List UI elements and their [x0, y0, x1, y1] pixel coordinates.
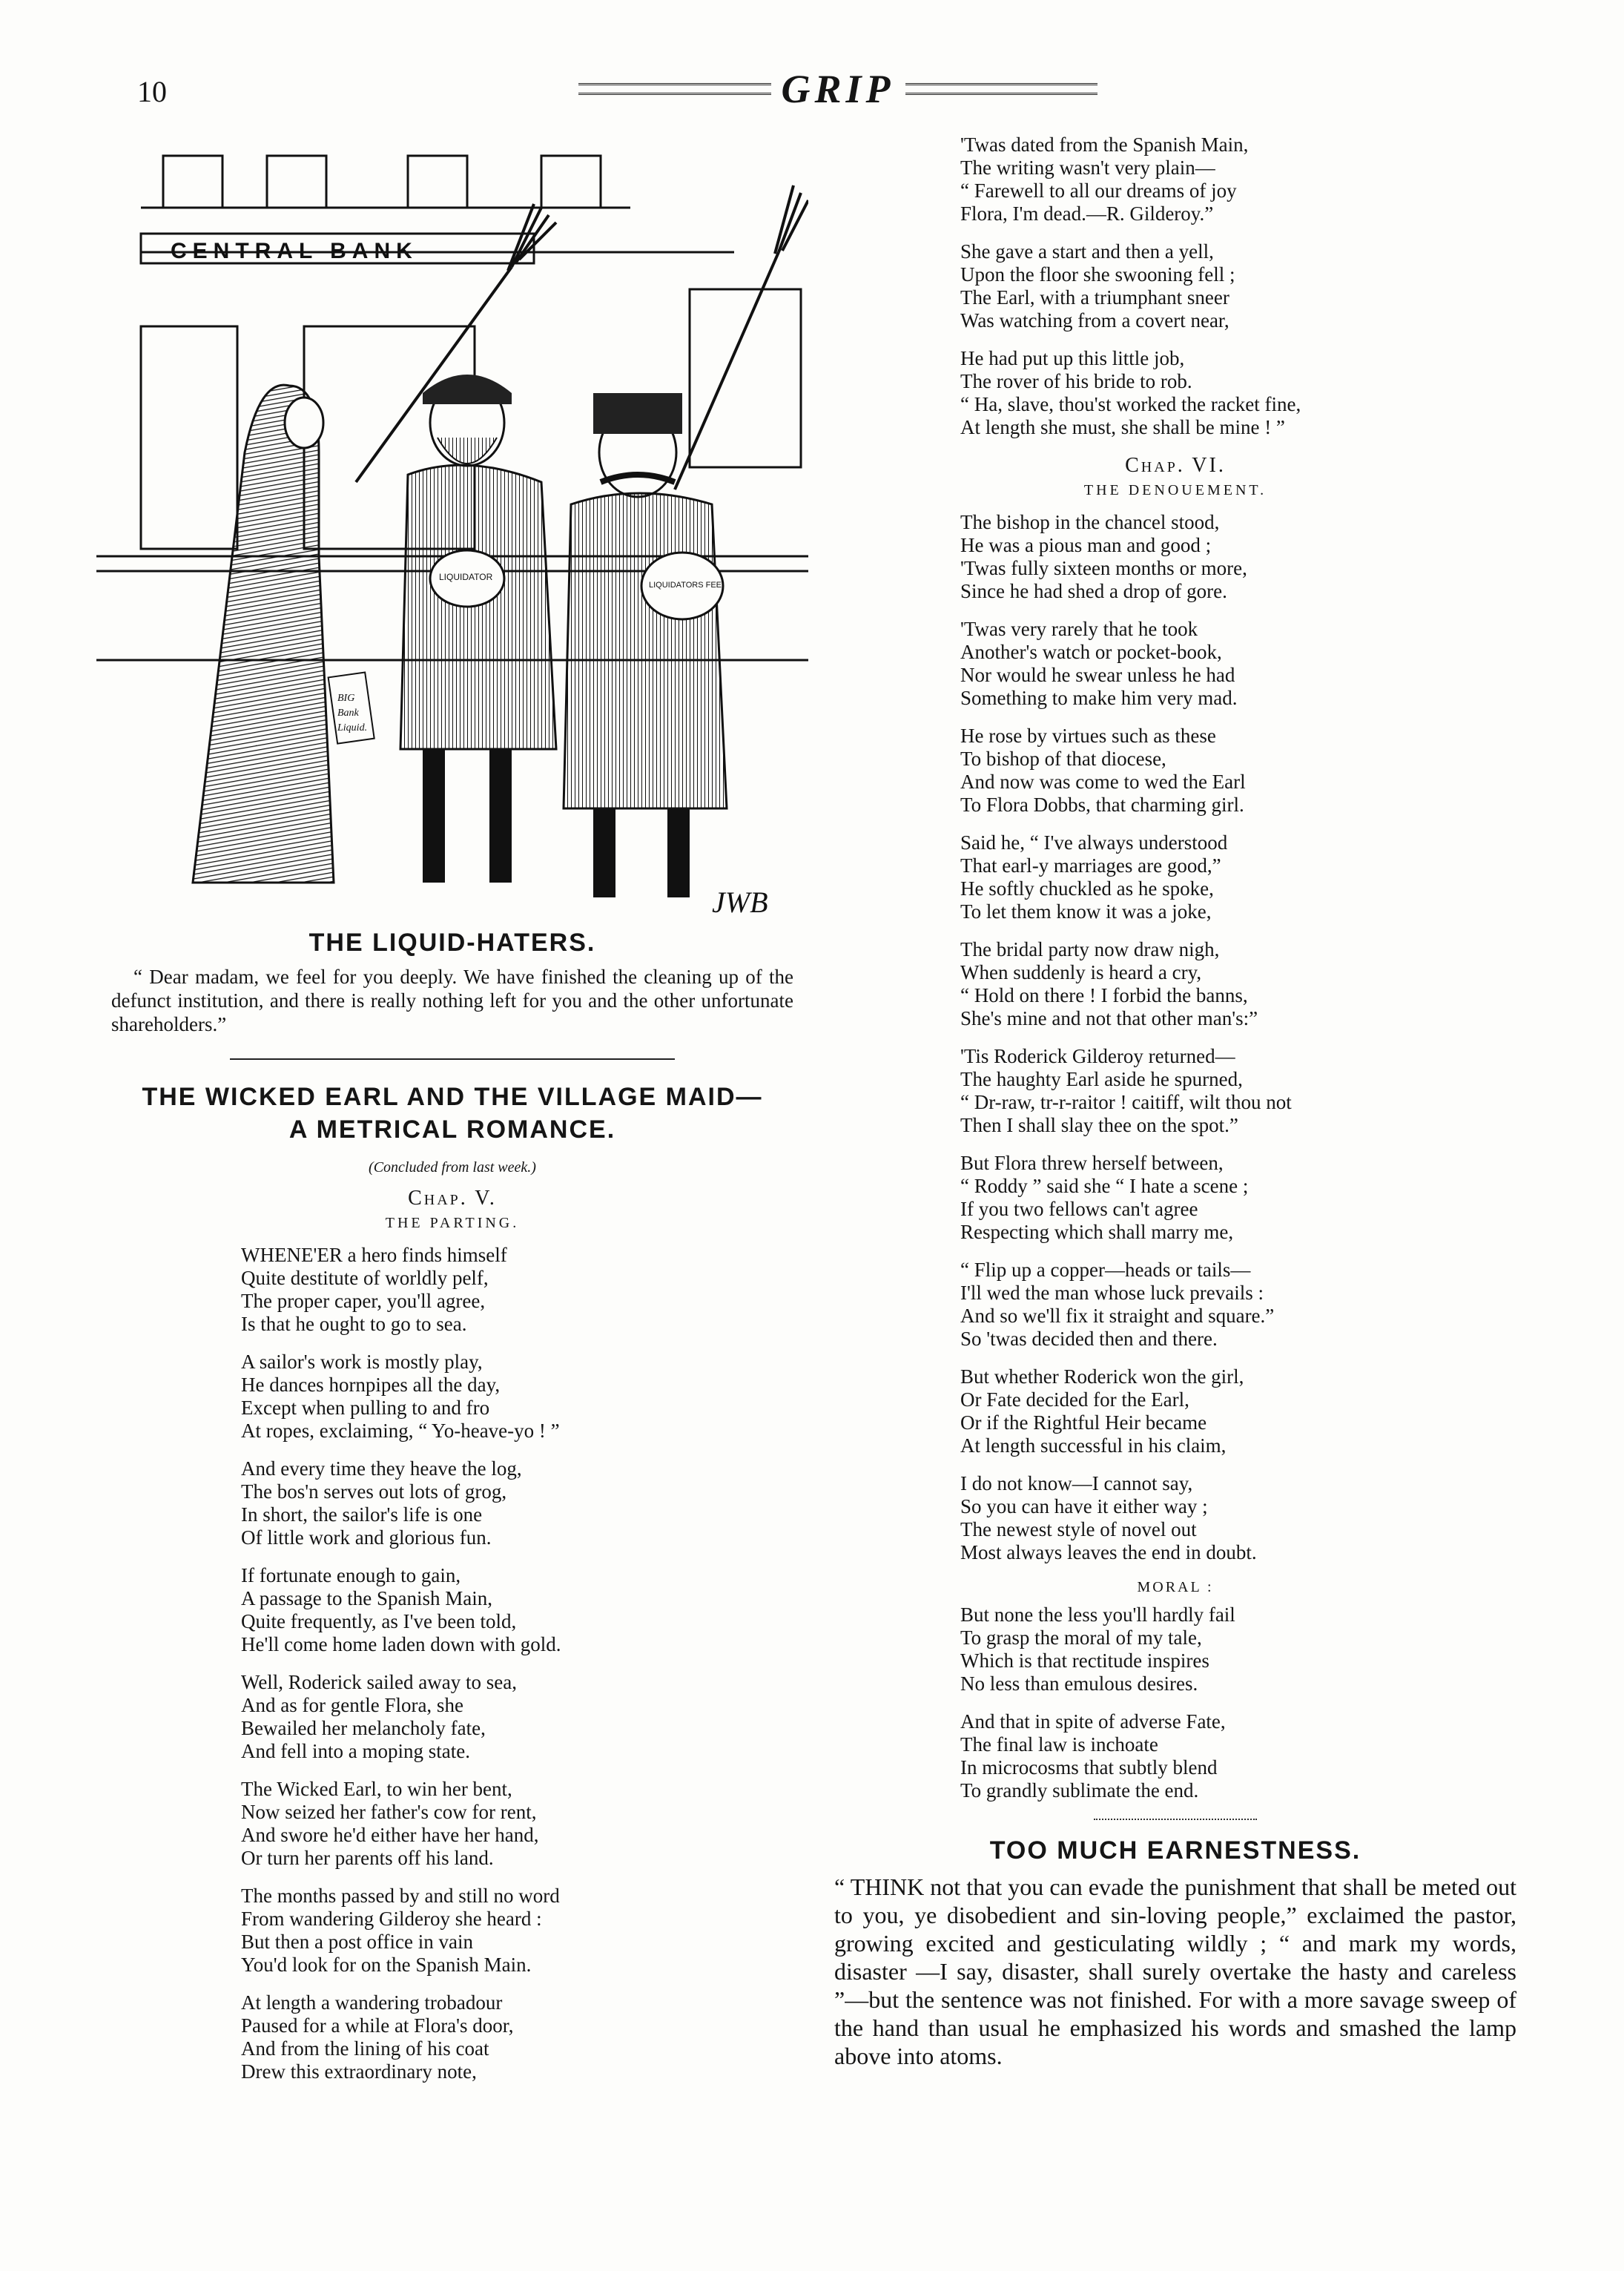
stanza: [241, 1244, 808, 1336]
masthead: [578, 67, 1097, 111]
poem-line: Flora, I'm dead.—R. Gilderoy.”: [960, 202, 1214, 225]
poem-line: Or Fate decided for the Earl,: [960, 1388, 1189, 1411]
stanza: [960, 725, 1516, 817]
poem-line: The final law is inchoate: [960, 1733, 1158, 1756]
poem-line: Drew this extraordinary note,: [241, 2060, 477, 2083]
poem-line: At length a wandering trobadour: [241, 1991, 503, 2014]
page-number: 10: [137, 75, 167, 108]
stanza: [960, 1710, 1516, 1802]
poem-line: Nor would he swear unless he had: [960, 664, 1235, 686]
poem-line: “ Roddy ” said she “ I hate a scene ;: [960, 1175, 1249, 1197]
money-bag-1-label: LIQUIDATOR: [439, 572, 493, 582]
stanza: [241, 1351, 808, 1443]
stanza: [241, 1991, 808, 2083]
stanza: [960, 134, 1516, 225]
poem-chapter-5: [241, 1244, 808, 2083]
poem-line: Or turn her parents off his land.: [241, 1847, 494, 1869]
stanza: [960, 1152, 1516, 1244]
poem-line: To grasp the moral of my tale,: [960, 1626, 1202, 1649]
poem-line: At ropes, exclaiming, “ Yo-heave-yo ! ”: [241, 1420, 560, 1442]
stanza: [960, 1045, 1516, 1137]
poem-line: And that in spite of adverse Fate,: [960, 1710, 1226, 1733]
article-title-line-2: A METRICAL ROMANCE.: [288, 1115, 616, 1144]
poem-line: The months passed by and still no word: [241, 1885, 560, 1907]
paper-line-2: Bank: [337, 708, 359, 719]
stanza: [960, 938, 1516, 1030]
broom-2: [675, 185, 808, 490]
poem-moral: [960, 1603, 1516, 1802]
poem-line: And from the lining of his coat: [241, 2037, 489, 2060]
poem-line: To Flora Dobbs, that charming girl.: [960, 794, 1244, 816]
poem-line: I do not know—I cannot say,: [960, 1472, 1193, 1494]
poem-line: Upon the floor she swooning fell ;: [960, 263, 1235, 286]
poem-line: He'll come home laden down with gold.: [241, 1633, 561, 1655]
poem-line: 'Twas dated from the Spanish Main,: [960, 134, 1249, 156]
poem-line: Since he had shed a drop of gore.: [960, 580, 1227, 602]
stanza: [960, 831, 1516, 923]
poem-line: The Wicked Earl, to win her bent,: [241, 1778, 512, 1800]
chapter-heading: Chap. VI.: [1125, 454, 1226, 477]
poem-line: Is that he ought to go to sea.: [241, 1313, 467, 1335]
poem-line: Quite destitute of worldly pelf,: [241, 1267, 489, 1289]
poem-line: Paused for a while at Flora's door,: [241, 2014, 514, 2037]
liquidator-2: [564, 393, 727, 897]
poem-line: 'Tis Roderick Gilderoy returned—: [960, 1045, 1235, 1067]
poem-line: And so we'll fix it straight and square.”: [960, 1305, 1275, 1327]
poem-line: So you can have it either way ;: [960, 1495, 1208, 1517]
poem-line: The writing wasn't very plain—: [960, 156, 1215, 179]
stanza: [241, 1778, 808, 1870]
poem-line: “ Hold on there ! I forbid the banns,: [960, 984, 1248, 1006]
bank-sign: CENTRAL BANK: [171, 239, 418, 263]
poem-line: No less than emulous desires.: [960, 1672, 1198, 1695]
poem-line: Or if the Rightful Heir became: [960, 1411, 1207, 1434]
poem-line: WHENE'ER a hero finds himself: [241, 1244, 507, 1266]
earnestness-text: “ THINK not that you can evade the punishment that shall be meted out to you, ye disobedient and sin-loving people,” exclaimed the pastor, growing excited and gesticulating wildly ; “ and mark my words, disaster —I say, disaster, shall surely overtake the hasty and careless ”—but the sentence was not finished. For with a more savage sweep of the hand than usual he emphasized his words and smashed the lamp above into atoms.: [834, 1873, 1516, 2069]
poem-line: In microcosms that subtly blend: [960, 1756, 1218, 1779]
poem-line: The Earl, with a triumphant sneer: [960, 286, 1229, 309]
poem-line: The bishop in the chancel stood,: [960, 511, 1220, 533]
poem-line: Said he, “ I've always understood: [960, 831, 1228, 854]
poem-line: In short, the sailor's life is one: [241, 1503, 483, 1526]
poem-line: He rose by virtues such as these: [960, 725, 1216, 747]
stanza: [241, 1885, 808, 1977]
concluded-note: (Concluded from last week.): [369, 1159, 536, 1176]
left-column: [96, 141, 808, 2098]
poem-line: Except when pulling to and fro: [241, 1397, 490, 1419]
poem-line: He softly chuckled as he spoke,: [960, 877, 1214, 900]
stanza: [241, 1564, 808, 1656]
poem-line: But Flora threw herself between,: [960, 1152, 1224, 1174]
caption-title: THE LIQUID-HATERS.: [308, 929, 596, 957]
chapter-subheading: THE PARTING.: [385, 1215, 520, 1231]
poem-line: A passage to the Spanish Main,: [241, 1587, 492, 1609]
stanza: [960, 1259, 1516, 1351]
masthead-rule-right: [905, 83, 1098, 95]
stanza: [960, 240, 1516, 332]
poem-line: He was a pious man and good ;: [960, 534, 1212, 556]
poem-line: The bos'n serves out lots of grog,: [241, 1480, 507, 1503]
poem-line: The proper caper, you'll agree,: [241, 1290, 486, 1312]
moral-heading: MORAL :: [1137, 1579, 1214, 1595]
poem-line: To grandly sublimate the end.: [960, 1779, 1199, 1802]
poem-line: So 'twas decided then and there.: [960, 1328, 1218, 1350]
poem-chapter-6: [960, 511, 1516, 1564]
poem-continued: [960, 134, 1516, 439]
poem-line: Now seized her father's cow for rent,: [241, 1801, 537, 1823]
right-column: [834, 134, 1516, 2070]
poem-line: “ Dr-raw, tr-r-raitor ! caitiff, wilt thou not: [960, 1091, 1292, 1113]
stanza: [960, 1472, 1516, 1564]
poem-line: “ Farewell to all our dreams of joy: [960, 179, 1237, 202]
section-divider: [1094, 1819, 1257, 1820]
poem-line: 'Twas very rarely that he took: [960, 618, 1198, 640]
poem-line: She gave a start and then a yell,: [960, 240, 1214, 263]
poem-line: You'd look for on the Spanish Main.: [241, 1954, 532, 1976]
poem-line: Bewailed her melancholy fate,: [241, 1717, 486, 1739]
section-divider: [230, 1058, 675, 1060]
poem-line: To bishop of that diocese,: [960, 748, 1166, 770]
chapter-subheading: THE DENOUEMENT.: [1083, 482, 1267, 498]
paper-line-1: BIG: [337, 693, 355, 704]
poem-line: But whether Roderick won the girl,: [960, 1365, 1244, 1388]
money-bag-2-label: LIQUIDATORS FEE: [649, 581, 722, 590]
poem-line: 'Twas fully sixteen months or more,: [960, 557, 1247, 579]
poem-line: The bridal party now draw nigh,: [960, 938, 1220, 960]
poem-line: But none the less you'll hardly fail: [960, 1603, 1235, 1626]
poem-line: At length successful in his claim,: [960, 1434, 1227, 1457]
poem-line: That earl-y marriages are good,”: [960, 854, 1221, 877]
poem-line: And swore he'd either have her hand,: [241, 1824, 539, 1846]
stanza: [960, 1365, 1516, 1457]
poem-line: Then I shall slay thee on the spot.”: [960, 1114, 1238, 1136]
poem-line: But then a post office in vain: [241, 1931, 473, 1953]
cartoon-drawing: [96, 141, 808, 920]
poem-line: Was watching from a covert near,: [960, 309, 1229, 332]
poem-line: Respecting which shall marry me,: [960, 1221, 1234, 1243]
stanza: [960, 1603, 1516, 1695]
stanza: [960, 618, 1516, 710]
poem-line: The haughty Earl aside he spurned,: [960, 1068, 1243, 1090]
stanza: [241, 1457, 808, 1549]
poem-line: To let them know it was a joke,: [960, 900, 1212, 923]
poem-line: And fell into a moping state.: [241, 1740, 470, 1762]
poem-line: When suddenly is heard a cry,: [960, 961, 1202, 983]
stanza: [241, 1671, 808, 1763]
stanza: [960, 347, 1516, 439]
poem-line: I'll wed the man whose luck prevails :: [960, 1282, 1264, 1304]
caption-text: “ Dear madam, we feel for you deeply. We have finished the cleaning up of the defunct institution, and there is really nothing left for you and the other unfortunate shareholders.”: [111, 966, 793, 1035]
poem-line: Most always leaves the end in doubt.: [960, 1541, 1257, 1563]
poem-line: He had put up this little job,: [960, 347, 1185, 369]
poem-line: If fortunate enough to gain,: [241, 1564, 461, 1586]
earnestness-title: TOO MUCH EARNESTNESS.: [989, 1836, 1361, 1865]
poem-line: Quite frequently, as I've been told,: [241, 1610, 517, 1632]
artist-signature: JWB: [712, 886, 768, 919]
poem-line: “ Ha, slave, thou'st worked the racket fine,: [960, 393, 1301, 415]
poem-line: Which is that rectitude inspires: [960, 1649, 1209, 1672]
poem-line: A sailor's work is mostly play,: [241, 1351, 483, 1373]
poem-line: She's mine and not that other man's:”: [960, 1007, 1258, 1029]
masthead-rule-left: [578, 83, 771, 95]
poem-line: And now was come to wed the Earl: [960, 771, 1246, 793]
poem-line: At length she must, she shall be mine ! ”: [960, 416, 1285, 438]
widow-figure: [193, 385, 374, 883]
poem-line: Another's watch or pocket-book,: [960, 641, 1222, 663]
poem-line: He dances hornpipes all the day,: [241, 1374, 501, 1396]
poem-line: If you two fellows can't agree: [960, 1198, 1198, 1220]
stanza: [960, 511, 1516, 603]
poem-line: Something to make him very mad.: [960, 687, 1238, 709]
poem-line: And every time they heave the log,: [241, 1457, 522, 1480]
poem-line: The newest style of novel out: [960, 1518, 1197, 1540]
article-title-line-1: THE WICKED EARL AND THE VILLAGE MAID—: [142, 1083, 763, 1111]
chapter-heading: Chap. V.: [408, 1187, 497, 1210]
paper-line-3: Liquid.: [337, 722, 368, 734]
liquidator-1: [400, 375, 556, 883]
poem-line: And as for gentle Flora, she: [241, 1694, 463, 1716]
cartoon-illustration: [96, 141, 808, 920]
masthead-title: GRIP: [781, 67, 895, 111]
poem-line: “ Flip up a copper—heads or tails—: [960, 1259, 1251, 1281]
poem-line: Well, Roderick sailed away to sea,: [241, 1671, 517, 1693]
poem-line: Of little work and glorious fun.: [241, 1526, 492, 1549]
poem-line: The rover of his bride to rob.: [960, 370, 1192, 392]
poem-line: From wandering Gilderoy she heard :: [241, 1908, 542, 1930]
